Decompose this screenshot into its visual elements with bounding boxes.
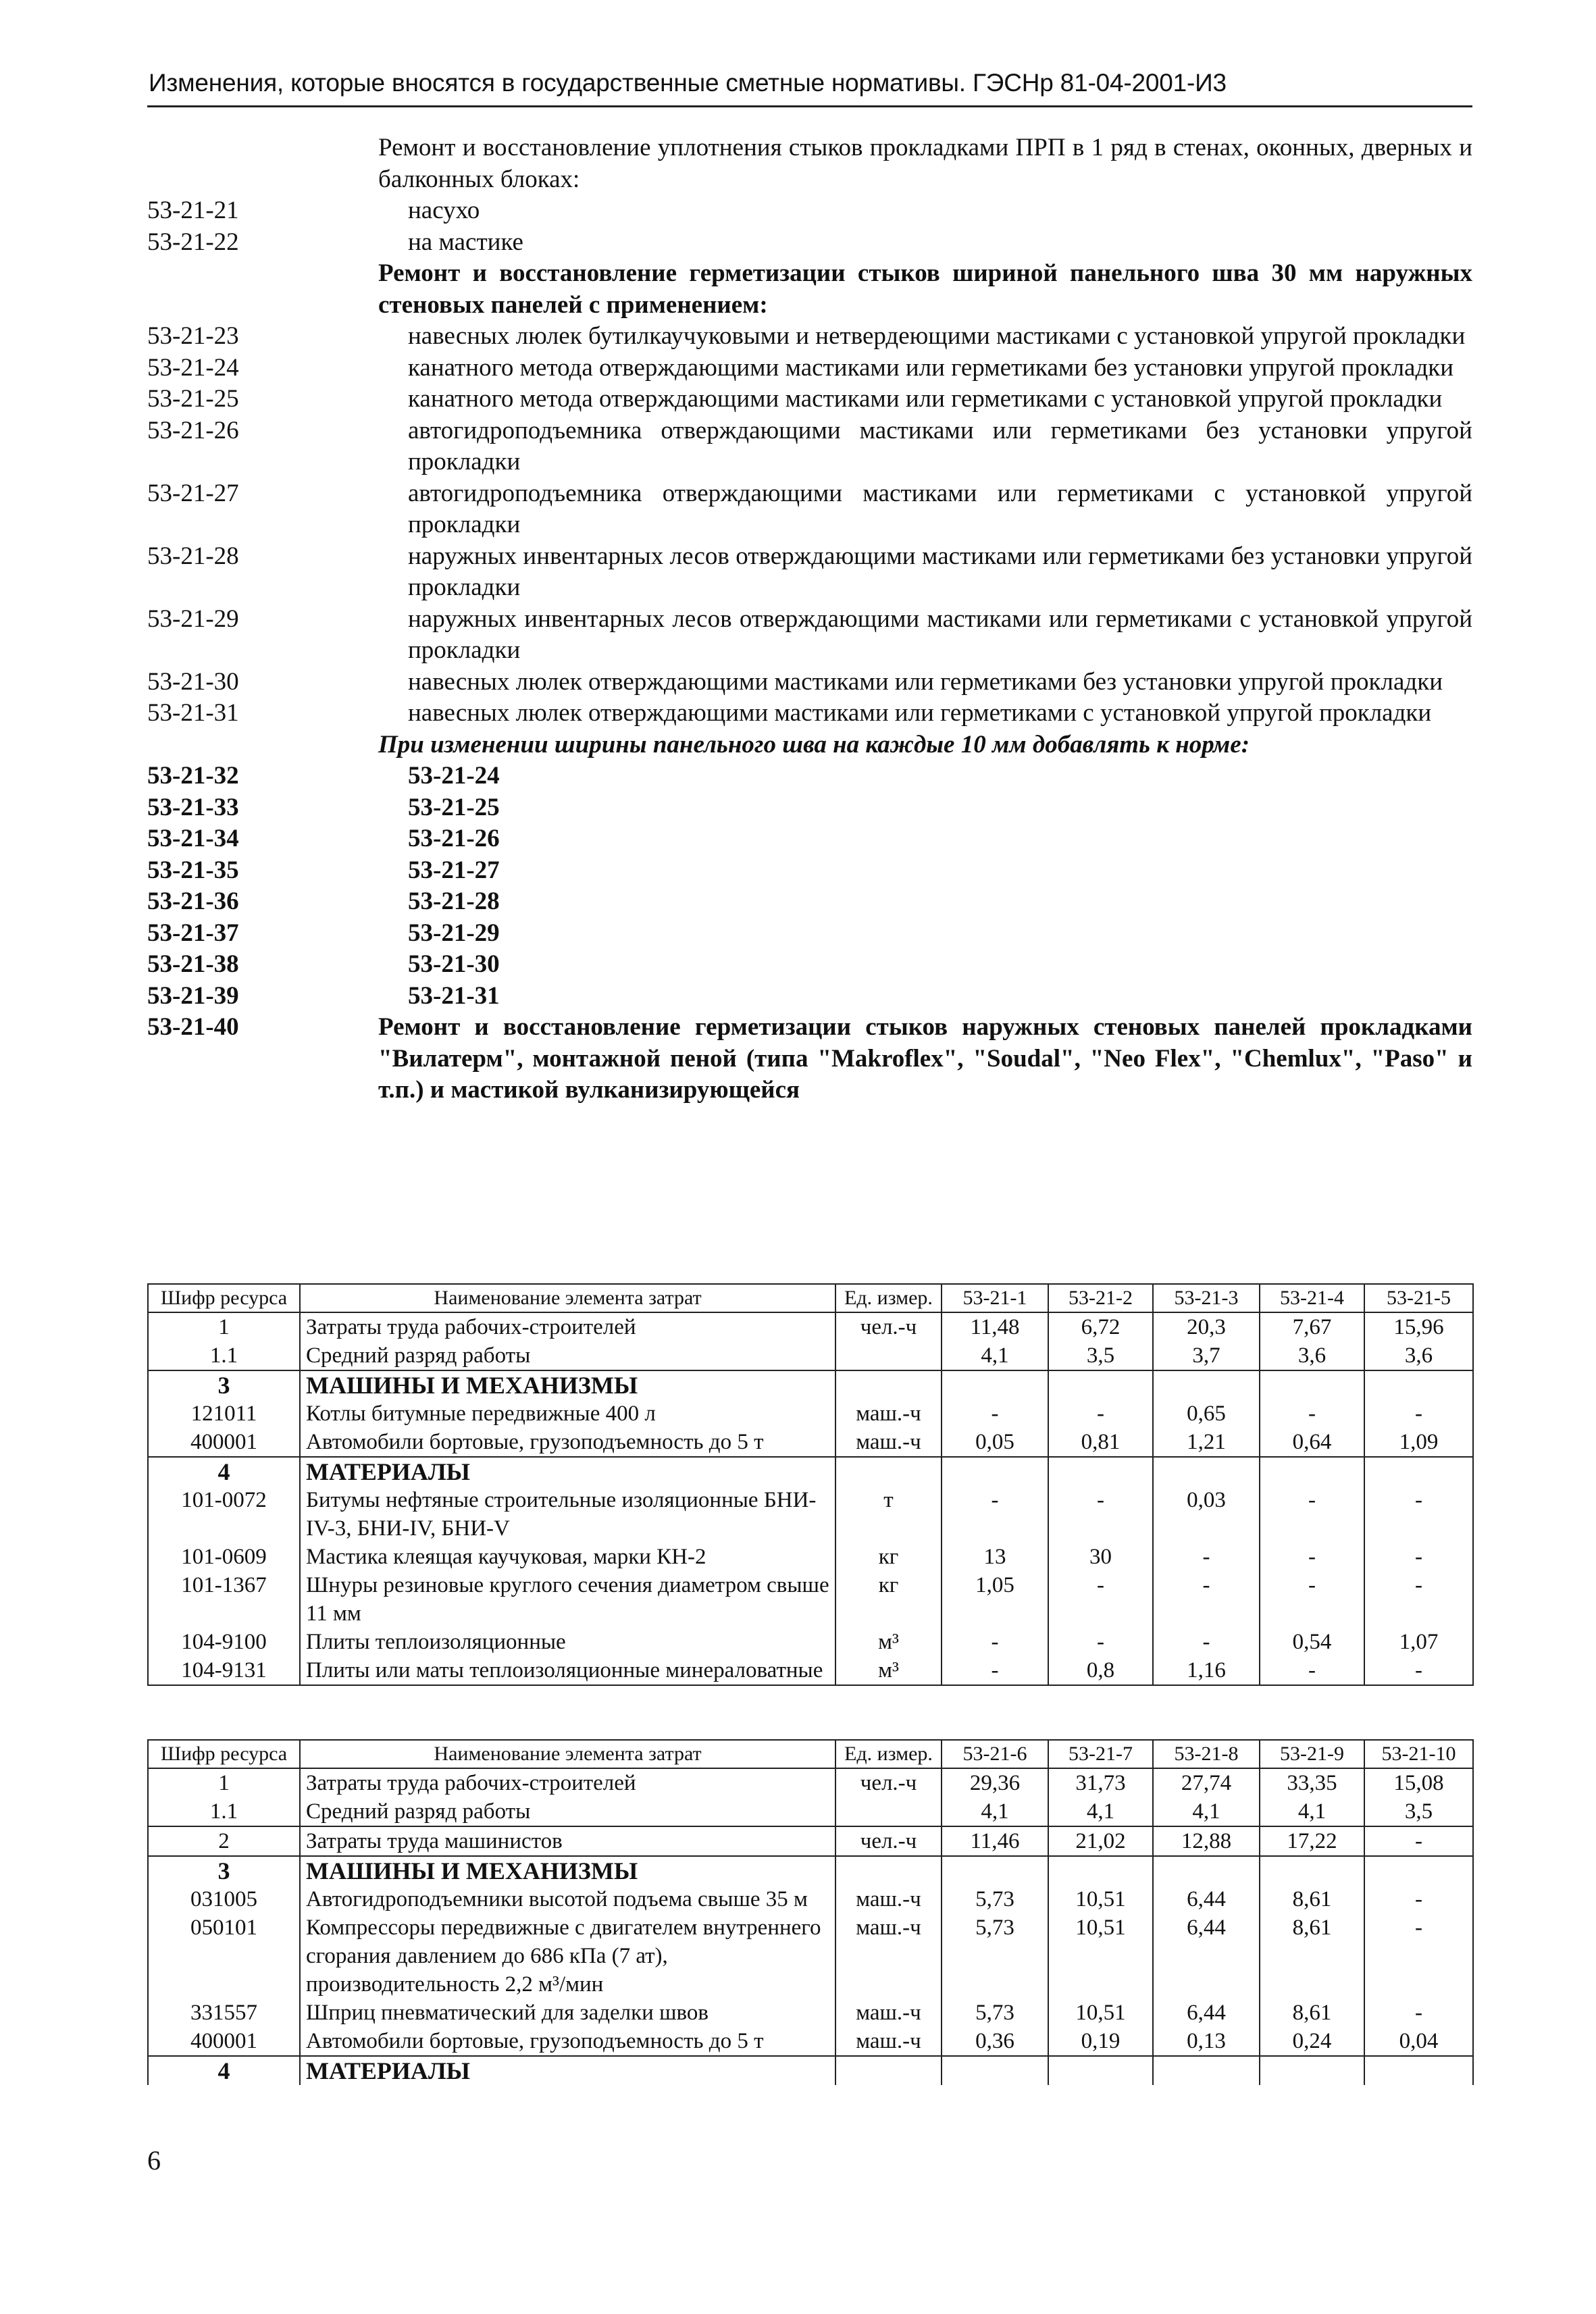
resource-code: 1.1 bbox=[148, 1797, 300, 1826]
header-name: Наименование элемента затрат bbox=[300, 1740, 835, 1768]
resource-code: 104-9131 bbox=[148, 1656, 300, 1685]
table-row bbox=[148, 1826, 1473, 1856]
list-item-code: 53-21-34 bbox=[147, 825, 239, 852]
norm-value: - bbox=[1048, 1628, 1153, 1656]
header-unit: Ед. измер. bbox=[835, 1284, 942, 1312]
norm-value: - bbox=[1153, 1628, 1260, 1656]
norm-value: 8,61 bbox=[1260, 1885, 1364, 1913]
norm-value bbox=[1364, 1457, 1473, 1486]
list-item-code: 53-21-33 bbox=[147, 793, 239, 821]
unit: м³ bbox=[835, 1628, 942, 1656]
norm-value: 4,1 bbox=[1260, 1797, 1364, 1826]
unit: чел.-ч bbox=[835, 1312, 942, 1341]
norm-value: 5,73 bbox=[942, 1913, 1048, 1999]
norm-value: - bbox=[1260, 1399, 1364, 1428]
list-item-code: 53-21-30 bbox=[147, 667, 239, 696]
norm-value: 1,21 bbox=[1153, 1428, 1260, 1457]
list-item bbox=[147, 698, 1472, 729]
norm-value bbox=[1048, 1457, 1153, 1486]
norm-value bbox=[942, 2056, 1048, 2085]
norm-value bbox=[1048, 1370, 1153, 1399]
list-item-code: 53-21-22 bbox=[147, 228, 239, 256]
cost-element-name: Котлы битумные передвижные 400 л bbox=[300, 1399, 835, 1428]
resource-code: 050101 bbox=[148, 1913, 300, 1999]
norm-value: 0,64 bbox=[1260, 1428, 1364, 1457]
header-column: 53-21-7 bbox=[1048, 1740, 1153, 1768]
list-item-code: 53-21-37 bbox=[147, 919, 239, 947]
list-item bbox=[147, 855, 1472, 887]
norm-table-2 bbox=[147, 1739, 1474, 2085]
header-column: 53-21-1 bbox=[942, 1284, 1048, 1312]
norm-value: 15,96 bbox=[1364, 1312, 1473, 1341]
list-item-code: 53-21-29 bbox=[147, 605, 239, 633]
resource-code: 400001 bbox=[148, 2027, 300, 2056]
unit: маш.-ч bbox=[835, 1885, 942, 1913]
norm-value: 4,1 bbox=[1048, 1797, 1153, 1826]
unit: маш.-ч bbox=[835, 1913, 942, 1999]
list-item-text: канатного метода отверждающими мастиками или герметиками без установки упругой прокладки bbox=[408, 353, 1454, 382]
resource-code: 2 bbox=[148, 1826, 300, 1856]
cost-element-name: МАШИНЫ И МЕХАНИЗМЫ bbox=[300, 1856, 835, 1885]
list-item-text: 53-21-27 bbox=[408, 856, 500, 884]
norm-value: 0,04 bbox=[1364, 2027, 1473, 2056]
resource-code: 1.1 bbox=[148, 1341, 300, 1370]
list-item-code: 53-21-38 bbox=[147, 950, 239, 978]
list-item bbox=[147, 384, 1472, 415]
list-item bbox=[147, 321, 1472, 353]
norm-value bbox=[1260, 1370, 1364, 1399]
list-item-text: 53-21-31 bbox=[408, 981, 500, 1010]
header-column: 53-21-9 bbox=[1260, 1740, 1364, 1768]
norm-value: 1,16 bbox=[1153, 1656, 1260, 1685]
cost-element-name: Плиты или маты теплоизоляционные минераловатные bbox=[300, 1656, 835, 1685]
list-item bbox=[147, 258, 1472, 321]
unit bbox=[835, 1341, 942, 1370]
list-item-code: 53-21-25 bbox=[147, 385, 239, 413]
unit bbox=[835, 2056, 942, 2085]
list-item-code: 53-21-26 bbox=[147, 416, 239, 444]
resource-code: 400001 bbox=[148, 1428, 300, 1457]
resource-code: 031005 bbox=[148, 1885, 300, 1913]
list-item bbox=[147, 667, 1472, 698]
norm-value: 20,3 bbox=[1153, 1312, 1260, 1341]
table-row bbox=[148, 2056, 1473, 2085]
norm-value: 5,73 bbox=[942, 1999, 1048, 2027]
norm-value: 4,1 bbox=[1153, 1797, 1260, 1826]
unit bbox=[835, 1856, 942, 1885]
norm-value: - bbox=[1364, 1486, 1473, 1543]
norm-value: 10,51 bbox=[1048, 1999, 1153, 2027]
norm-value: 30 bbox=[1048, 1543, 1153, 1571]
table-row bbox=[148, 1913, 1473, 1999]
norm-value: 3,6 bbox=[1260, 1341, 1364, 1370]
list-item-text: автогидроподъемника отверждающими мастиками или герметиками без установки упругой прокладки bbox=[408, 416, 1472, 475]
norm-value bbox=[1153, 1370, 1260, 1399]
list-item bbox=[147, 792, 1472, 824]
norm-value: 4,1 bbox=[942, 1341, 1048, 1370]
list-item-text: Ремонт и восстановление герметизации стыков наружных стеновых панелей прокладками "Вилатерм", монтажной пеной (типа "Makroflex", "Soudal", "Neo Flex", "Chemlux", "Paso" и т.п.) и мастикой вулканизирующейся bbox=[378, 1013, 1472, 1104]
norm-value: 0,8 bbox=[1048, 1656, 1153, 1685]
norm-value: 0,81 bbox=[1048, 1428, 1153, 1457]
cost-element-name: Средний разряд работы bbox=[300, 1797, 835, 1826]
list-item-text: Ремонт и восстановление герметизации стыков шириной панельного шва 30 мм наружных стеновых панелей с применением: bbox=[378, 259, 1472, 319]
norm-value: - bbox=[942, 1628, 1048, 1656]
norm-value: 6,44 bbox=[1153, 1999, 1260, 2027]
norm-value: 0,65 bbox=[1153, 1399, 1260, 1428]
norm-value: 3,5 bbox=[1364, 1797, 1473, 1826]
table-row bbox=[148, 1457, 1473, 1486]
norm-value: 0,24 bbox=[1260, 2027, 1364, 2056]
list-item-code: 53-21-23 bbox=[147, 322, 239, 350]
unit: кг bbox=[835, 1543, 942, 1571]
norm-value: - bbox=[1364, 1999, 1473, 2027]
list-item bbox=[147, 886, 1472, 918]
list-item-text: 53-21-24 bbox=[408, 762, 500, 790]
list-item bbox=[147, 227, 1472, 259]
list-item bbox=[147, 132, 1472, 195]
page-number: 6 bbox=[147, 2145, 161, 2176]
norm-value: 4,1 bbox=[942, 1797, 1048, 1826]
unit: кг bbox=[835, 1571, 942, 1628]
resource-code: 1 bbox=[148, 1312, 300, 1341]
resource-code: 101-1367 bbox=[148, 1571, 300, 1628]
table-row bbox=[148, 1399, 1473, 1428]
norm-value: 29,36 bbox=[942, 1768, 1048, 1797]
unit bbox=[835, 1797, 942, 1826]
list-item bbox=[147, 729, 1472, 761]
list-item bbox=[147, 353, 1472, 384]
norm-value: 21,02 bbox=[1048, 1826, 1153, 1856]
header-column: 53-21-10 bbox=[1364, 1740, 1473, 1768]
norm-value: - bbox=[1260, 1486, 1364, 1543]
list-item-code: 53-21-32 bbox=[147, 762, 239, 790]
table-row bbox=[148, 1885, 1473, 1913]
norm-value: 6,72 bbox=[1048, 1312, 1153, 1341]
unit: маш.-ч bbox=[835, 1999, 942, 2027]
norm-value: - bbox=[1260, 1656, 1364, 1685]
table-row bbox=[148, 1656, 1473, 1685]
norm-value: - bbox=[1364, 1399, 1473, 1428]
norm-value: - bbox=[1364, 1885, 1473, 1913]
list-item-code: 53-21-39 bbox=[147, 981, 239, 1010]
norm-value: 8,61 bbox=[1260, 1999, 1364, 2027]
unit: маш.-ч bbox=[835, 1399, 942, 1428]
cost-element-name: Автомобили бортовые, грузоподъемность до 5 т bbox=[300, 2027, 835, 2056]
norm-value bbox=[1153, 1856, 1260, 1885]
header-code: Шифр ресурса bbox=[148, 1740, 300, 1768]
unit: маш.-ч bbox=[835, 1428, 942, 1457]
cost-element-name: Плиты теплоизоляционные bbox=[300, 1628, 835, 1656]
cost-element-name: Шнуры резиновые круглого сечения диаметром свыше 11 мм bbox=[300, 1571, 835, 1628]
list-item-text: 53-21-29 bbox=[408, 919, 500, 947]
table-row bbox=[148, 1768, 1473, 1797]
list-item-code: 53-21-28 bbox=[147, 542, 239, 570]
norm-value: 0,05 bbox=[942, 1428, 1048, 1457]
cost-element-name: Автогидроподъемники высотой подъема свыше 35 м bbox=[300, 1885, 835, 1913]
list-item-text: насухо bbox=[408, 197, 480, 224]
norm-value: 12,88 bbox=[1153, 1826, 1260, 1856]
unit bbox=[835, 1370, 942, 1399]
norm-value: - bbox=[1260, 1543, 1364, 1571]
unit: чел.-ч bbox=[835, 1768, 942, 1797]
norm-value bbox=[1260, 1457, 1364, 1486]
list-item-text: 53-21-28 bbox=[408, 888, 500, 915]
list-item bbox=[147, 981, 1472, 1012]
header-rule bbox=[147, 105, 1472, 107]
header-column: 53-21-3 bbox=[1153, 1284, 1260, 1312]
norm-value: - bbox=[1260, 1571, 1364, 1628]
unit: м³ bbox=[835, 1656, 942, 1685]
list-item-code: 53-21-21 bbox=[147, 197, 239, 224]
resource-code: 4 bbox=[148, 1457, 300, 1486]
cost-element-name: Автомобили бортовые, грузоподъемность до 5 т bbox=[300, 1428, 835, 1457]
norm-value: 10,51 bbox=[1048, 1913, 1153, 1999]
norm-value: - bbox=[1048, 1399, 1153, 1428]
norm-value: 1,05 bbox=[942, 1571, 1048, 1628]
norm-value: 1,09 bbox=[1364, 1428, 1473, 1457]
norm-value: 0,19 bbox=[1048, 2027, 1153, 2056]
norm-table-1 bbox=[147, 1283, 1474, 1686]
list-item-text: При изменении ширины панельного шва на каждые 10 мм добавлять к норме: bbox=[378, 730, 1250, 759]
norm-value: 7,67 bbox=[1260, 1312, 1364, 1341]
list-item bbox=[147, 604, 1472, 667]
list-item-text: навесных люлек отверждающими мастиками или герметиками без установки упругой прокладки bbox=[408, 667, 1443, 696]
list-item-text: 53-21-30 bbox=[408, 950, 500, 978]
unit: чел.-ч bbox=[835, 1826, 942, 1856]
resource-code: 3 bbox=[148, 1370, 300, 1399]
norm-value bbox=[1153, 2056, 1260, 2085]
norm-value bbox=[942, 1370, 1048, 1399]
cost-element-name: Затраты труда рабочих-строителей bbox=[300, 1768, 835, 1797]
norm-value: - bbox=[1364, 1543, 1473, 1571]
resource-code: 3 bbox=[148, 1856, 300, 1885]
norm-value: 6,44 bbox=[1153, 1885, 1260, 1913]
list-item-text: 53-21-26 bbox=[408, 825, 500, 852]
resource-code: 331557 bbox=[148, 1999, 300, 2027]
header-column: 53-21-5 bbox=[1364, 1284, 1473, 1312]
list-item bbox=[147, 949, 1472, 981]
list-item bbox=[147, 823, 1472, 855]
norm-value: 31,73 bbox=[1048, 1768, 1153, 1797]
unit bbox=[835, 1457, 942, 1486]
list-item bbox=[147, 541, 1472, 604]
cost-element-name: МАТЕРИАЛЫ bbox=[300, 1457, 835, 1486]
list-item-text: наружных инвентарных лесов отверждающими мастиками или герметиками без установки упругой прокладки bbox=[408, 542, 1472, 601]
norm-value: 1,07 bbox=[1364, 1628, 1473, 1656]
list-item-code: 53-21-31 bbox=[147, 699, 239, 727]
norm-value bbox=[1048, 2056, 1153, 2085]
table-row bbox=[148, 2027, 1473, 2056]
list-item bbox=[147, 195, 1472, 227]
header-column: 53-21-8 bbox=[1153, 1740, 1260, 1768]
cost-element-name: Битумы нефтяные строительные изоляционные БНИ-IV-3, БНИ-IV, БНИ-V bbox=[300, 1486, 835, 1543]
norm-value bbox=[1153, 1457, 1260, 1486]
norm-value: - bbox=[942, 1656, 1048, 1685]
norm-value: 3,5 bbox=[1048, 1341, 1153, 1370]
list-item-text: Ремонт и восстановление уплотнения стыков прокладками ПРП в 1 ряд в стенах, оконных, дверных и балконных блоках: bbox=[378, 134, 1472, 193]
resource-code: 1 bbox=[148, 1768, 300, 1797]
list-item bbox=[147, 478, 1472, 541]
norm-value: - bbox=[1364, 1913, 1473, 1999]
norm-value: - bbox=[1048, 1571, 1153, 1628]
norm-value: - bbox=[942, 1486, 1048, 1543]
norm-list bbox=[147, 132, 1472, 1106]
norm-value: 0,13 bbox=[1153, 2027, 1260, 2056]
norm-value: 13 bbox=[942, 1543, 1048, 1571]
list-item-text: автогидроподъемника отверждающими мастиками или герметиками с установкой упругой прокладки bbox=[408, 479, 1472, 538]
list-item bbox=[147, 1012, 1472, 1106]
table-row bbox=[148, 1543, 1473, 1571]
cost-element-name: Компрессоры передвижные с двигателем внутреннего сгорания давлением до 686 кПа (7 ат), производительность 2,2 м³/мин bbox=[300, 1913, 835, 1999]
header-column: 53-21-4 bbox=[1260, 1284, 1364, 1312]
header-column: 53-21-6 bbox=[942, 1740, 1048, 1768]
norm-value bbox=[1364, 1856, 1473, 1885]
norm-value: 0,54 bbox=[1260, 1628, 1364, 1656]
norm-value bbox=[1364, 2056, 1473, 2085]
norm-value bbox=[942, 1457, 1048, 1486]
cost-element-name: Средний разряд работы bbox=[300, 1341, 835, 1370]
list-item-text: 53-21-25 bbox=[408, 793, 500, 821]
cost-element-name: Затраты труда машинистов bbox=[300, 1826, 835, 1856]
cost-element-name: МАШИНЫ И МЕХАНИЗМЫ bbox=[300, 1370, 835, 1399]
header-name: Наименование элемента затрат bbox=[300, 1284, 835, 1312]
resource-code: 101-0072 bbox=[148, 1486, 300, 1543]
list-item-text: наружных инвентарных лесов отверждающими мастиками или герметиками с установкой упругой прокладки bbox=[408, 605, 1472, 664]
unit: маш.-ч bbox=[835, 2027, 942, 2056]
table-row bbox=[148, 1486, 1473, 1543]
page-header: Изменения, которые вносятся в государственные сметные нормативы. ГЭСНр 81-04-2001-И3 bbox=[149, 69, 1227, 97]
list-item bbox=[147, 415, 1472, 478]
norm-value: 15,08 bbox=[1364, 1768, 1473, 1797]
list-item-code: 53-21-27 bbox=[147, 479, 239, 507]
norm-value: - bbox=[942, 1399, 1048, 1428]
cost-element-name: Затраты труда рабочих-строителей bbox=[300, 1312, 835, 1341]
norm-value bbox=[1260, 2056, 1364, 2085]
unit: т bbox=[835, 1486, 942, 1543]
resource-code: 121011 bbox=[148, 1399, 300, 1428]
table-row bbox=[148, 1370, 1473, 1399]
norm-value: 3,7 bbox=[1153, 1341, 1260, 1370]
norm-value: - bbox=[1153, 1543, 1260, 1571]
table-row bbox=[148, 1312, 1473, 1341]
norm-value: - bbox=[1153, 1571, 1260, 1628]
norm-value: 17,22 bbox=[1260, 1826, 1364, 1856]
norm-value bbox=[1048, 1856, 1153, 1885]
norm-value: - bbox=[1364, 1826, 1473, 1856]
norm-value: - bbox=[1364, 1656, 1473, 1685]
norm-value bbox=[1364, 1370, 1473, 1399]
norm-value: - bbox=[1364, 1571, 1473, 1628]
norm-value: 11,48 bbox=[942, 1312, 1048, 1341]
list-item-text: канатного метода отверждающими мастиками или герметиками с установкой упругой прокладки bbox=[408, 385, 1443, 413]
resource-code: 104-9100 bbox=[148, 1628, 300, 1656]
header-unit: Ед. измер. bbox=[835, 1740, 942, 1768]
list-item-text: на мастике bbox=[408, 228, 523, 256]
cost-element-name: МАТЕРИАЛЫ bbox=[300, 2056, 835, 2085]
table-row bbox=[148, 1628, 1473, 1656]
list-item-code: 53-21-35 bbox=[147, 856, 239, 884]
table-row bbox=[148, 1571, 1473, 1628]
list-item-text: навесных люлек отверждающими мастиками или герметиками с установкой упругой прокладки bbox=[408, 699, 1432, 727]
norm-value: 27,74 bbox=[1153, 1768, 1260, 1797]
norm-value: 3,6 bbox=[1364, 1341, 1473, 1370]
resource-code: 4 bbox=[148, 2056, 300, 2085]
norm-value: 11,46 bbox=[942, 1826, 1048, 1856]
norm-value: 0,36 bbox=[942, 2027, 1048, 2056]
list-item-code: 53-21-36 bbox=[147, 888, 239, 915]
resource-code: 101-0609 bbox=[148, 1543, 300, 1571]
header-code: Шифр ресурса bbox=[148, 1284, 300, 1312]
norm-value bbox=[942, 1856, 1048, 1885]
table-row bbox=[148, 1797, 1473, 1826]
list-item-text: навесных люлек бутилкаучуковыми и нетвердеющими мастиками с установкой упругой прокладки bbox=[408, 322, 1466, 350]
norm-value: 33,35 bbox=[1260, 1768, 1364, 1797]
norm-value: 10,51 bbox=[1048, 1885, 1153, 1913]
norm-value: 8,61 bbox=[1260, 1913, 1364, 1999]
list-item bbox=[147, 918, 1472, 950]
norm-value: - bbox=[1048, 1486, 1153, 1543]
norm-value: 5,73 bbox=[942, 1885, 1048, 1913]
list-item-code: 53-21-24 bbox=[147, 353, 239, 382]
table-row bbox=[148, 1999, 1473, 2027]
table-row bbox=[148, 1856, 1473, 1885]
cost-element-name: Мастика клеящая каучуковая, марки КН-2 bbox=[300, 1543, 835, 1571]
table-row bbox=[148, 1428, 1473, 1457]
norm-value bbox=[1260, 1856, 1364, 1885]
header-column: 53-21-2 bbox=[1048, 1284, 1153, 1312]
cost-element-name: Шприц пневматический для заделки швов bbox=[300, 1999, 835, 2027]
norm-value: 6,44 bbox=[1153, 1913, 1260, 1999]
list-item-code: 53-21-40 bbox=[147, 1013, 239, 1041]
table-row bbox=[148, 1341, 1473, 1370]
list-item bbox=[147, 761, 1472, 792]
norm-value: 0,03 bbox=[1153, 1486, 1260, 1543]
